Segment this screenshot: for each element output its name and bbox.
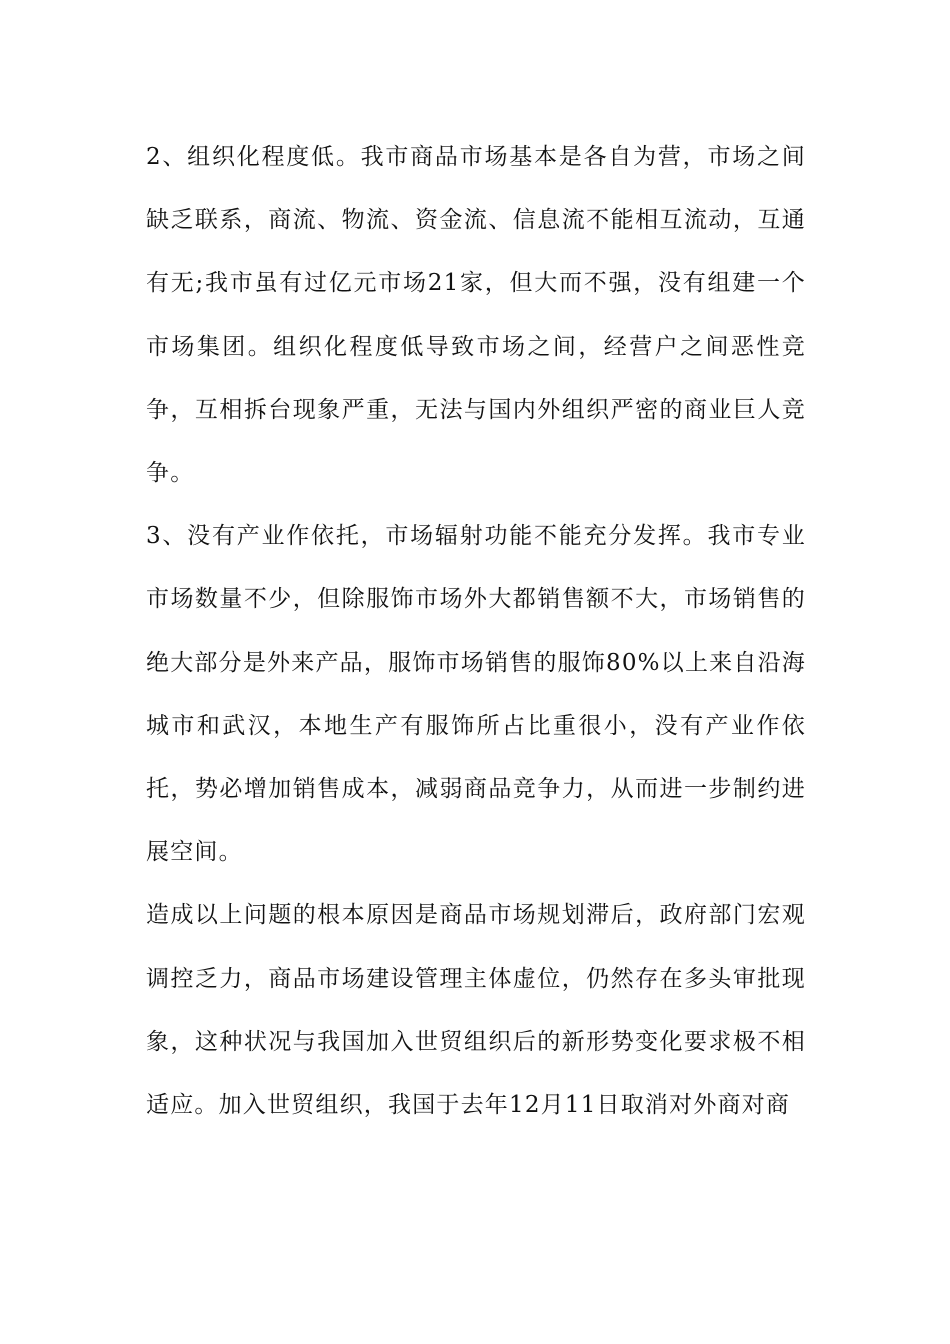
document-body (146, 126, 806, 1137)
paragraph-organization: 2、组织化程度低。我市商品市场基本是各自为营，市场之间缺乏联系，商流、物流、资金流、信息流不能相互流动，互通有无;我市虽有过亿元市场21家，但大而不强，没有组建一个市场集团。组织化程度低导致市场之间，经营户之间恶性竞争，互相拆台现象严重，无法与国内外组织严密的商业巨人竞争。 (146, 144, 806, 487)
paragraph-root-cause: 造成以上问题的根本原因是商品市场规划滞后，政府部门宏观调控乏力，商品市场建设管理主体虚位，仍然存在多头审批现象，这种状况与我国加入世贸组织后的新形势变化要求极不相适应。加入世贸组织，我国于去年12月11日取消对外商对商 (146, 902, 806, 1119)
paragraph-industry-support: 3、没有产业作依托，市场辐射功能不能充分发挥。我市专业市场数量不少，但除服饰市场外大都销售额不大，市场销售的绝大部分是外来产品，服饰市场销售的服饰80%以上来自沿海城市和武汉，本地生产有服饰所占比重很小，没有产业作依托，势必增加销售成本，减弱商品竞争力，从而进一步制约进展空间。 (146, 523, 806, 866)
